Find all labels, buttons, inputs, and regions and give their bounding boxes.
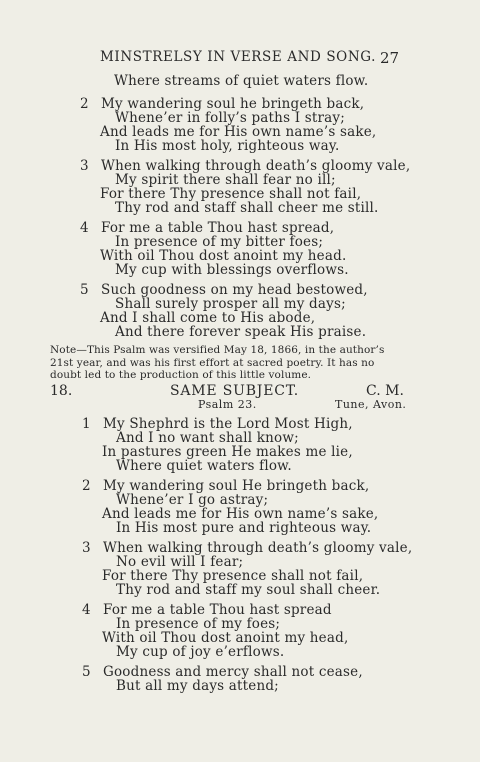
verse-line: Thy rod and staff shall cheer me still. <box>115 200 379 216</box>
verse-line: My cup of joy e’erflows. <box>116 644 285 660</box>
verse-line: For there Thy presence shall not fail, <box>102 568 364 584</box>
verse-number: 4 <box>82 602 91 618</box>
verse-line: For there Thy presence shall not fail, <box>100 186 362 202</box>
page-number: 27 <box>380 49 400 67</box>
verse-line: Goodness and mercy shall not cease, <box>103 664 363 680</box>
hymn-meter: C. M. <box>366 383 404 399</box>
verse-line: Whene’er I go astray; <box>116 492 269 508</box>
note-line: doubt led to the production of this little volume. <box>50 369 312 381</box>
verse-line: In presence of my bitter foes; <box>115 234 324 250</box>
verse-number: 1 <box>82 416 91 432</box>
author-note <box>50 344 398 382</box>
verse-number: 4 <box>80 220 89 236</box>
tune-name: Tune, Avon. <box>335 398 407 411</box>
verse-line: My wandering soul he bringeth back, <box>101 96 365 112</box>
verse-line: Shall surely prosper all my days; <box>115 296 346 312</box>
verse-line: For me a table Thou hast spread <box>103 602 332 618</box>
verse-line: Such goodness on my head bestowed, <box>101 282 368 298</box>
verse-line: And I shall come to His abode, <box>100 310 316 326</box>
verse-number: 5 <box>80 282 89 298</box>
note-line: 21st year, and was his first effort at sacred poetry. It has no <box>50 356 375 369</box>
verse-line: No evil will I fear; <box>116 554 244 570</box>
verse-line: My spirit there shall fear no ill; <box>115 172 336 188</box>
verse-line: When walking through death’s gloomy vale, <box>101 158 411 174</box>
verse-line: And leads me for His own name’s sake, <box>100 124 377 140</box>
verse-line: Thy rod and staff my soul shall cheer. <box>116 582 381 598</box>
verse-line: In His most holy, righteous way. <box>115 138 340 154</box>
verse-line: And leads me for His own name’s sake, <box>102 506 379 522</box>
verse-line: When walking through death’s gloomy vale, <box>103 540 413 556</box>
hymn-number: 18. <box>50 383 73 399</box>
psalm-reference: Psalm 23. <box>198 398 257 411</box>
verse-line: For me a table Thou hast spread, <box>101 220 335 236</box>
verse-number: 3 <box>82 540 91 556</box>
verse-line: But all my days attend; <box>116 678 279 694</box>
verse-line: And there forever speak His praise. <box>115 324 367 340</box>
running-title: MINSTRELSY IN VERSE AND SONG. <box>100 49 377 65</box>
verse-number: 3 <box>80 158 89 174</box>
verse-line: Where quiet waters flow. <box>116 458 292 474</box>
verse-line: Where streams of quiet waters flow. <box>114 73 369 89</box>
verse-line: In pastures green He makes me lie, <box>102 444 353 460</box>
verse-number: 2 <box>80 96 89 112</box>
hymn-title: SAME SUBJECT. <box>170 383 300 399</box>
verse-line: With oil Thou dost anoint my head. <box>100 248 347 264</box>
verse-line: My cup with blessings overflows. <box>115 262 349 278</box>
verse-line: My wandering soul He bringeth back, <box>103 478 370 494</box>
verse-line: In presence of my foes; <box>116 616 281 632</box>
verse-number: 2 <box>82 478 91 494</box>
verse-line: Whene’er in folly’s paths I stray; <box>115 110 345 126</box>
verse-number: 5 <box>82 664 91 680</box>
verse-line: And I no want shall know; <box>116 430 299 446</box>
note-line: Note—This Psalm was versified May 18, 1866, in the author’s <box>50 344 385 356</box>
verse-line: In His most pure and righteous way. <box>116 520 372 536</box>
verse-line: My Shephrd is the Lord Most High, <box>103 416 353 432</box>
verse-line: With oil Thou dost anoint my head, <box>102 630 349 646</box>
